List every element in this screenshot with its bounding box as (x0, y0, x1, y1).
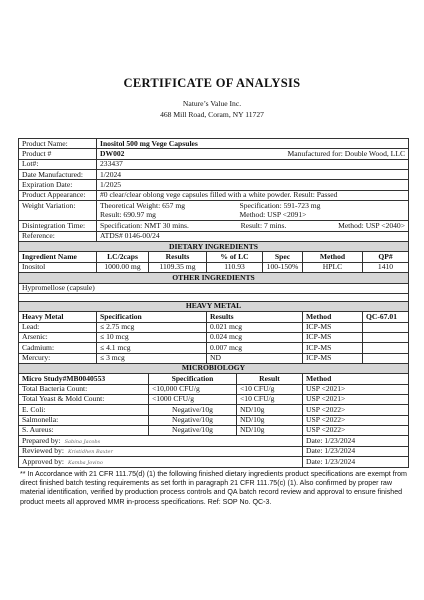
dietary-section-title: DIETARY INGREDIENTS (19, 242, 409, 252)
weight-method: Method: USP <2091> (237, 211, 409, 221)
table-row (19, 332, 409, 342)
micro-test: S. Aureus: (19, 425, 149, 435)
product-name-label: Product Name: (19, 139, 97, 149)
product-number-label: Product # (19, 149, 97, 159)
column-header: LC/2caps (97, 252, 149, 262)
signature-row (19, 446, 409, 457)
heavy-metal-header-row (19, 312, 409, 322)
ingredient-name: Inositol (19, 262, 97, 272)
column-header: QC-67.01 (363, 312, 409, 322)
reference-label: Reference: (19, 231, 97, 241)
table-row (19, 262, 409, 272)
label-claim: 1000.00 mg (97, 262, 149, 272)
ingredient-method: HPLC (303, 262, 363, 272)
metal-method: ICP-MS (303, 332, 363, 342)
micro-method: USP <2022> (303, 425, 409, 435)
microbiology-section-title: MICROBIOLOGY (19, 363, 409, 373)
product-name-row (19, 139, 409, 149)
coa-table (18, 138, 409, 468)
disintegration-row (19, 221, 409, 231)
signature-label: Approved by: (22, 456, 64, 466)
metal-spec: ≤ 3 mcg (97, 353, 207, 363)
column-header: Micro Study#MB0040553 (19, 374, 149, 384)
metal-name: Mercury: (19, 353, 97, 363)
column-header: Results (149, 252, 207, 262)
weight-row-1 (19, 201, 409, 211)
metal-result: 0.024 mcg (207, 332, 303, 342)
disintegration-label: Disintegration Time: (19, 221, 97, 231)
metal-spec: ≤ 2.75 mcg (97, 322, 207, 332)
column-header: Ingredient Name (19, 252, 97, 262)
disintegration-method: Method: USP <2040> (338, 220, 405, 230)
metal-result: 0.021 mcg (207, 322, 303, 332)
micro-spec: Negative/10g (149, 425, 237, 435)
product-name: Inositol 500 mg Vege Capsules (97, 139, 409, 149)
document-title: CERTIFICATE OF ANALYSIS (123, 76, 301, 90)
heavy-metal-section-title: HEAVY METAL (19, 301, 409, 311)
signature-row (19, 457, 409, 468)
micro-spec: Negative/10g (149, 415, 237, 425)
column-header: % of LC (207, 252, 263, 262)
table-row (19, 322, 409, 332)
table-row (19, 415, 409, 425)
company-address: 468 Mill Road, Coram, NY 11727 (160, 110, 264, 119)
signature-label: Prepared by: (22, 435, 61, 445)
metal-result: ND (207, 353, 303, 363)
appearance-text: #0 clear/clear oblong vege capsules filled with a white powder. (100, 190, 292, 200)
appearance-label: Product Appearance: (19, 190, 97, 200)
micro-test: E. Coli: (19, 405, 149, 415)
column-header: Method (303, 312, 363, 322)
theoretical-weight: Theoretical Weight: 657 mg (97, 201, 237, 211)
micro-test: Total Bacteria Count: (19, 384, 149, 394)
column-header: Heavy Metal (19, 312, 97, 322)
column-header: Specification (149, 374, 237, 384)
weight-label: Weight Variation: (19, 201, 97, 221)
weight-spec: Specification: 591-723 mg (237, 201, 409, 211)
metal-result: 0.007 mcg (207, 343, 303, 353)
metal-method: ICP-MS (303, 343, 363, 353)
footnote: ** In Accordance with 21 CFR 111.75(d) (1) the following finished dietary ingredients product specifications are exempt from direct finished batch testing requirements as set forth in paragraph 21 CFR 111.75(c) (1). Also confirmed by proper raw material identification, verified by production process controls and QA batch record review and approval to ensure finished product meets all approved MMR in-process specifications. Ref: SOP No. QC-3. (20, 470, 407, 506)
micro-spec: <10,000 CFU/g (149, 384, 237, 394)
table-row (19, 384, 409, 394)
ingredient-result: 1109.35 mg (149, 262, 207, 272)
lot-label: Lot#: (19, 159, 97, 169)
micro-result: ND/10g (237, 405, 303, 415)
metal-name: Arsenic: (19, 332, 97, 342)
metal-spec: ≤ 4.1 mcg (97, 343, 207, 353)
disintegration-spec: Specification: NMT 30 mins. (100, 220, 189, 230)
table-row (19, 425, 409, 435)
lot-number: 233437 (97, 159, 409, 169)
signature-row (19, 436, 409, 447)
percent-lc: 110.93 (207, 262, 263, 272)
metal-method: ICP-MS (303, 322, 363, 332)
appearance-row (19, 190, 409, 200)
micro-test: Total Yeast & Mold Count: (19, 394, 149, 404)
micro-result: <10 CFU/g (237, 384, 303, 394)
column-header: Result (237, 374, 303, 384)
signature-date: Date: 1/23/2024 (303, 457, 409, 468)
micro-method: USP <2022> (303, 415, 409, 425)
manufactured-for: Manufactured for: Double Wood, LLC (287, 148, 406, 158)
column-header: Spec (263, 252, 303, 262)
expiration-date: 1/2025 (97, 180, 409, 190)
micro-spec: Negative/10g (149, 405, 237, 415)
table-row (19, 405, 409, 415)
micro-spec: <1000 CFU/g (149, 394, 237, 404)
metal-name: Lead: (19, 322, 97, 332)
weight-result: Result: 690.97 mg (97, 211, 237, 221)
signature-handwriting: Sabina Jacobs (64, 438, 101, 445)
signature-label: Reviewed by: (22, 446, 64, 456)
date-manufactured-label: Date Manufactured: (19, 170, 97, 180)
signature-date: Date: 1/23/2024 (303, 436, 409, 447)
micro-method: USP <2021> (303, 394, 409, 404)
reference-row (19, 231, 409, 241)
micro-result: <10 CFU/g (237, 394, 303, 404)
dietary-header-row (19, 252, 409, 262)
other-section-title: OTHER INGREDIENTS (19, 273, 409, 283)
expiration-label: Expiration Date: (19, 180, 97, 190)
micro-method: USP <2022> (303, 405, 409, 415)
column-header: Results (207, 312, 303, 322)
signature-handwriting: Kristidhen Baxter (67, 449, 113, 456)
qp-number: 1410 (363, 262, 409, 272)
signature-handwriting: Kamba Jovino (67, 459, 103, 466)
micro-test: Salmonella: (19, 415, 149, 425)
lot-row (19, 159, 409, 169)
micro-result: ND/10g (237, 415, 303, 425)
table-row (19, 343, 409, 353)
appearance-result: Result: Passed (293, 190, 338, 200)
expiration-row (19, 180, 409, 190)
signature-date: Date: 1/23/2024 (303, 446, 409, 457)
date-manufactured: 1/2024 (97, 170, 409, 180)
column-header: Specification (97, 312, 207, 322)
column-header: QP# (363, 252, 409, 262)
disintegration-result: Result: 7 mins. (240, 220, 287, 230)
company-name: Nature’s Value Inc. (182, 99, 242, 108)
metal-spec: ≤ 10 mcg (97, 332, 207, 342)
other-ingredients: Hypromellose (capsule) (19, 283, 409, 293)
date-manufactured-row (19, 170, 409, 180)
column-header: Method (303, 252, 363, 262)
metal-name: Cadmium: (19, 343, 97, 353)
micro-method: USP <2021> (303, 384, 409, 394)
ingredient-spec: 100-150% (263, 262, 303, 272)
table-row (19, 353, 409, 363)
metal-method: ICP-MS (303, 353, 363, 363)
product-number-row (19, 149, 409, 159)
column-header: Method (303, 374, 409, 384)
table-row (19, 394, 409, 404)
micro-header-row (19, 374, 409, 384)
reference-value: ATDS# 0146-00/24 (97, 231, 409, 241)
micro-result: ND/10g (237, 425, 303, 435)
product-number: DW002 (100, 148, 125, 158)
